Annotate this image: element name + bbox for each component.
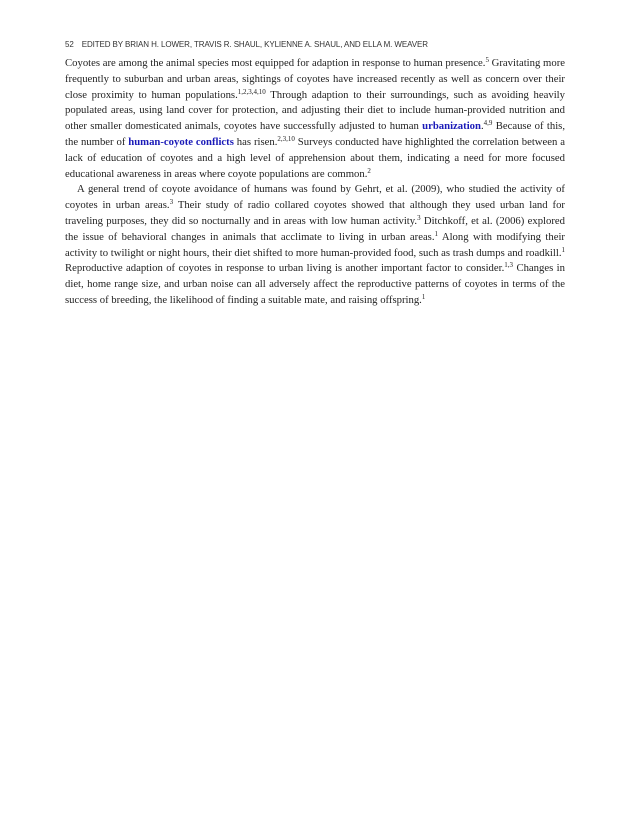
paragraph-text: Changes in diet, home range size, and urban noise can all adversely affect the reproductive patterns of coyotes in terms of the success of breeding, the likelihood of finding a suitable mate, and raising offspring. bbox=[65, 262, 565, 306]
glossary-link-human-coyote-conflicts[interactable]: human-coyote conflicts bbox=[128, 135, 234, 148]
citation: 2 bbox=[367, 166, 371, 175]
paragraph-text: Surveys conducted have highlighted the correlation between a lack of education of coyotes and a high level of apprehension about them, indicating a need for more focused educational awareness in areas where coyote populations are common. bbox=[65, 135, 565, 180]
citation: 1,3 bbox=[504, 261, 514, 270]
citation: 1 bbox=[434, 229, 439, 238]
paragraph-text: Their study of radio collared coyotes showed that although they used urban land for traveling purposes, they did so nocturnally and in areas with low human activity. bbox=[65, 199, 565, 227]
citation: 1,2,3,4,10 bbox=[237, 87, 266, 96]
paragraph-1 bbox=[65, 56, 565, 182]
page-number: 52 bbox=[65, 40, 74, 49]
paragraph-text: Along with modifying their activity to twilight or night hours, their diet shifted to more human-provided food, such as trash dumps and roadkill. bbox=[65, 230, 565, 259]
paragraph-2 bbox=[65, 182, 565, 308]
paragraph-text: Ditchkoff, et al. (2006) explored the issue of behavioral changes in animals that acclimate to living in urban areas. bbox=[65, 214, 566, 243]
citation: 1 bbox=[561, 245, 565, 254]
citation: 4,9 bbox=[483, 119, 493, 128]
citation: 3 bbox=[417, 213, 421, 222]
paragraph-text: . bbox=[480, 120, 484, 133]
citation: 2,3,10 bbox=[277, 134, 295, 143]
editor-credit: EDITED BY BRIAN H. LOWER, TRAVIS R. SHAUL, KYLIENNE A. SHAUL, AND ELLA M. WEAVER bbox=[81, 40, 428, 49]
paragraph-text: A general trend of coyote avoidance of humans was found by Gehrt, et al. (2009), who studied the activity of coyotes in urban areas. bbox=[65, 183, 565, 212]
body-text bbox=[65, 56, 565, 309]
citation: 3 bbox=[169, 198, 174, 207]
paragraph-text: Gravitating more frequently to suburban and urban areas, sightings of coyotes have increased recently as well as concern over their close proximity to human populations. bbox=[65, 57, 565, 101]
citation: 1 bbox=[421, 292, 426, 301]
citation: 5 bbox=[485, 56, 489, 64]
paragraph-text: Because of this, the number of bbox=[65, 120, 566, 148]
paragraph-text: Reproductive adaption of coyotes in response to urban living is another important factor to consider. bbox=[65, 262, 505, 275]
glossary-link-urbanization[interactable]: urbanization bbox=[422, 120, 481, 133]
paragraph-text: has risen. bbox=[233, 135, 278, 148]
running-header bbox=[65, 40, 565, 49]
paragraph-text: Coyotes are among the animal species most equipped for adaption in response to human presence. bbox=[65, 57, 486, 69]
paragraph-text: Through adaption to their surroundings, such as avoiding heavily populated areas, using land cover for protection, and adjusting their diet to include human-provided nutrition and other smaller domesticated animals, coyotes have successfully adjusted to human bbox=[65, 88, 565, 133]
